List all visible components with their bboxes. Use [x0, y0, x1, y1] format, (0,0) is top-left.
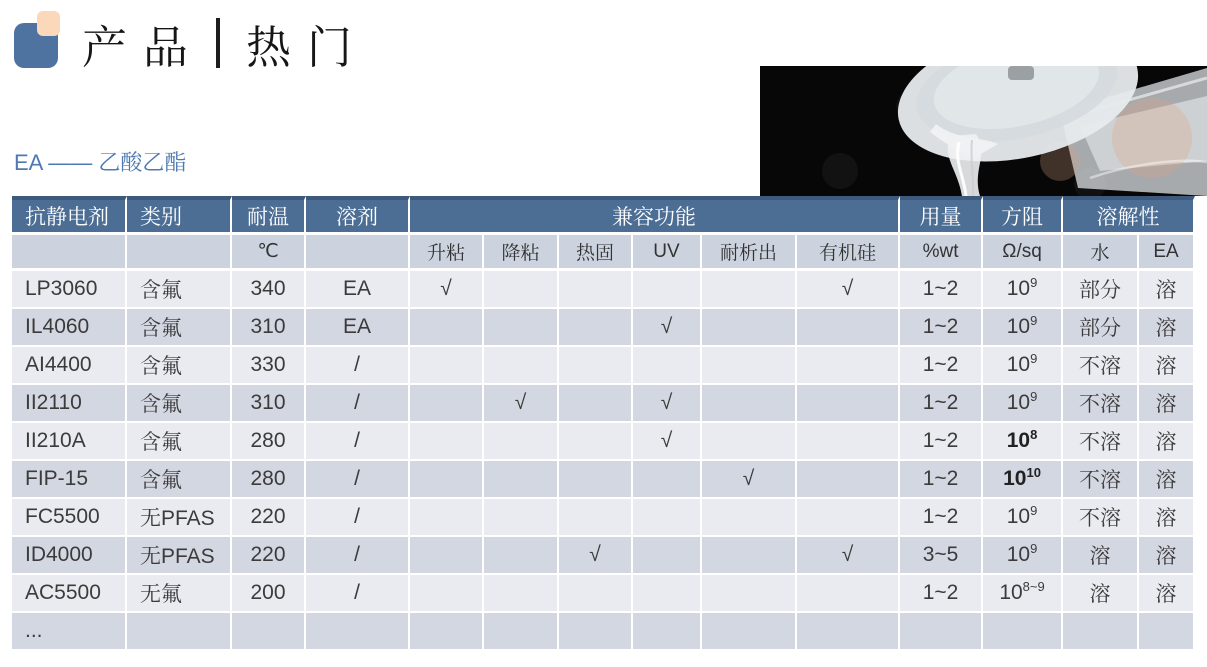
- cell-temp: 340: [232, 271, 306, 309]
- cell-feature-check: [633, 461, 702, 499]
- cell-solvent: [306, 613, 410, 651]
- page-title-right: 热门: [246, 22, 369, 73]
- cell-resistance: $10^9$: [983, 537, 1063, 575]
- table-wrap: [12, 196, 1195, 651]
- cell-temp: [232, 613, 306, 651]
- table-row: [12, 347, 1195, 385]
- cell-agent-name: II210A: [12, 423, 127, 461]
- cell-agent-name: FC5500: [12, 499, 127, 537]
- cell-temp: 200: [232, 575, 306, 613]
- cell-feature-check: [410, 347, 484, 385]
- cell-feature-check: [797, 309, 900, 347]
- cell-ea: 溶: [1139, 309, 1195, 347]
- table-row: [12, 461, 1195, 499]
- cell-category: 含氟: [127, 347, 232, 385]
- cell-solvent: /: [306, 385, 410, 423]
- cell-feature-check: √: [633, 423, 702, 461]
- cell-resistance: $10^9$: [983, 499, 1063, 537]
- cell-feature-check: [633, 347, 702, 385]
- cell-temp: 220: [232, 499, 306, 537]
- product-photo: [760, 66, 1207, 196]
- cell-feature-check: [484, 423, 559, 461]
- cell-ea: 溶: [1139, 575, 1195, 613]
- cell-feature-check: [797, 499, 900, 537]
- cell-feature-check: [484, 499, 559, 537]
- col-header-compatibility: 兼容功能: [410, 196, 900, 235]
- cell-feature-check: [797, 461, 900, 499]
- subheader-feature: UV: [633, 235, 702, 271]
- cell-category: 含氟: [127, 271, 232, 309]
- cell-resistance: $10^9$: [983, 385, 1063, 423]
- cell-category: 含氟: [127, 309, 232, 347]
- cell-agent-name: ...: [12, 613, 127, 651]
- cell-feature-check: √: [797, 271, 900, 309]
- cell-dosage: [900, 613, 983, 651]
- cell-resistance: $10^9$: [983, 271, 1063, 309]
- cell-feature-check: [633, 613, 702, 651]
- cell-dosage: 1~2: [900, 385, 983, 423]
- cell-feature-check: [633, 499, 702, 537]
- cell-water: 溶: [1063, 575, 1139, 613]
- table-row: [12, 575, 1195, 613]
- cell-dosage: 3~5: [900, 537, 983, 575]
- cell-water: 不溶: [1063, 461, 1139, 499]
- cell-feature-check: [702, 423, 797, 461]
- cell-solvent: /: [306, 423, 410, 461]
- cell-feature-check: [797, 575, 900, 613]
- cell-feature-check: [484, 461, 559, 499]
- header-row-main: [12, 196, 1195, 235]
- cell-feature-check: [702, 537, 797, 575]
- cell-feature-check: √: [633, 309, 702, 347]
- cell-agent-name: ID4000: [12, 537, 127, 575]
- cell-solvent: /: [306, 499, 410, 537]
- cell-temp: 310: [232, 385, 306, 423]
- section-label: EA —— 乙酸乙酯: [14, 150, 187, 175]
- cell-feature-check: [484, 347, 559, 385]
- cell-temp: 280: [232, 461, 306, 499]
- col-header-antistatic-agent: 抗静电剂: [12, 196, 127, 235]
- cell-agent-name: IL4060: [12, 309, 127, 347]
- cell-water: 不溶: [1063, 423, 1139, 461]
- cell-feature-check: √: [559, 537, 633, 575]
- cell-feature-check: [702, 309, 797, 347]
- cell-solvent: /: [306, 347, 410, 385]
- cell-temp: 220: [232, 537, 306, 575]
- cell-water: 溶: [1063, 537, 1139, 575]
- cell-agent-name: AC5500: [12, 575, 127, 613]
- page-title: [82, 14, 368, 72]
- cell-feature-check: [633, 271, 702, 309]
- cell-feature-check: [410, 309, 484, 347]
- cell-feature-check: [633, 537, 702, 575]
- cell-dosage: 1~2: [900, 499, 983, 537]
- table-row: [12, 499, 1195, 537]
- subheader-feature: 降粘: [484, 235, 559, 271]
- cell-water: 不溶: [1063, 385, 1139, 423]
- col-header-sheet-resistance: 方阻: [983, 196, 1063, 235]
- cell-ea: 溶: [1139, 461, 1195, 499]
- cell-feature-check: [797, 613, 900, 651]
- subheader-ea: EA: [1139, 235, 1195, 271]
- cell-temp: 280: [232, 423, 306, 461]
- cell-solvent: EA: [306, 309, 410, 347]
- cell-feature-check: [702, 347, 797, 385]
- subheader-empty: [306, 235, 410, 271]
- logo-peach-square-icon: [37, 11, 60, 36]
- cell-resistance: $10^8$: [983, 423, 1063, 461]
- cell-agent-name: FIP-15: [12, 461, 127, 499]
- cell-feature-check: [702, 575, 797, 613]
- cell-feature-check: [410, 461, 484, 499]
- col-header-temp: 耐温: [232, 196, 306, 235]
- cell-resistance: [983, 613, 1063, 651]
- cell-feature-check: [484, 271, 559, 309]
- col-header-solubility: 溶解性: [1063, 196, 1195, 235]
- cell-feature-check: [410, 423, 484, 461]
- cell-ea: 溶: [1139, 385, 1195, 423]
- cell-agent-name: LP3060: [12, 271, 127, 309]
- cell-category: 含氟: [127, 461, 232, 499]
- cell-ea: 溶: [1139, 537, 1195, 575]
- subheader-resistance-unit: Ω/sq: [983, 235, 1063, 271]
- cell-feature-check: [797, 385, 900, 423]
- cell-water: 部分: [1063, 271, 1139, 309]
- cell-category: 含氟: [127, 385, 232, 423]
- col-header-category: 类别: [127, 196, 232, 235]
- cell-ea: 溶: [1139, 347, 1195, 385]
- cell-feature-check: [702, 613, 797, 651]
- cell-ea: 溶: [1139, 499, 1195, 537]
- cell-dosage: 1~2: [900, 461, 983, 499]
- cell-water: 不溶: [1063, 499, 1139, 537]
- subheader-feature: 耐析出: [702, 235, 797, 271]
- cell-feature-check: [410, 499, 484, 537]
- subheader-temp-unit: ℃: [232, 235, 306, 271]
- cell-water: 不溶: [1063, 347, 1139, 385]
- cell-feature-check: [559, 499, 633, 537]
- cell-category: 含氟: [127, 423, 232, 461]
- cell-dosage: 1~2: [900, 347, 983, 385]
- subheader-empty: [12, 235, 127, 271]
- cell-feature-check: [484, 575, 559, 613]
- cell-dosage: 1~2: [900, 271, 983, 309]
- cell-category: 无PFAS: [127, 499, 232, 537]
- subheader-water: 水: [1063, 235, 1139, 271]
- cell-feature-check: [797, 347, 900, 385]
- cell-feature-check: [484, 537, 559, 575]
- cell-feature-check: √: [797, 537, 900, 575]
- cell-agent-name: AI4400: [12, 347, 127, 385]
- cell-feature-check: [559, 271, 633, 309]
- cell-dosage: 1~2: [900, 309, 983, 347]
- subheader-feature: 热固: [559, 235, 633, 271]
- cell-feature-check: [797, 423, 900, 461]
- cell-agent-name: II2110: [12, 385, 127, 423]
- subheader-feature: 有机硅: [797, 235, 900, 271]
- cell-dosage: 1~2: [900, 575, 983, 613]
- cell-dosage: 1~2: [900, 423, 983, 461]
- cell-feature-check: [559, 575, 633, 613]
- cell-resistance: $10^{10}$: [983, 461, 1063, 499]
- cell-feature-check: [559, 385, 633, 423]
- table-row: [12, 423, 1195, 461]
- cell-water: 部分: [1063, 309, 1139, 347]
- col-header-solvent: 溶剂: [306, 196, 410, 235]
- cell-feature-check: √: [702, 461, 797, 499]
- title-divider-bar: [216, 18, 220, 68]
- page-title-left: 产品: [82, 22, 205, 73]
- table-row: [12, 613, 1195, 651]
- cell-temp: 330: [232, 347, 306, 385]
- pouring-liquid-illustration: [760, 66, 1207, 196]
- cell-ea: [1139, 613, 1195, 651]
- cell-feature-check: [702, 271, 797, 309]
- cell-feature-check: √: [410, 271, 484, 309]
- cell-feature-check: [410, 575, 484, 613]
- cell-feature-check: [410, 385, 484, 423]
- cell-feature-check: [484, 613, 559, 651]
- cell-category: 无PFAS: [127, 537, 232, 575]
- cell-feature-check: [559, 613, 633, 651]
- cell-solvent: /: [306, 575, 410, 613]
- table-row: [12, 271, 1195, 309]
- header-row-sub: [12, 235, 1195, 271]
- subheader-feature: 升粘: [410, 235, 484, 271]
- cell-feature-check: [410, 537, 484, 575]
- cell-feature-check: [559, 309, 633, 347]
- cell-feature-check: [410, 613, 484, 651]
- cell-feature-check: [484, 309, 559, 347]
- cell-solvent: /: [306, 537, 410, 575]
- cell-feature-check: √: [633, 385, 702, 423]
- cell-category: [127, 613, 232, 651]
- subheader-empty: [127, 235, 232, 271]
- cell-solvent: EA: [306, 271, 410, 309]
- table-row: [12, 537, 1195, 575]
- table-row: [12, 309, 1195, 347]
- table-body: [12, 271, 1195, 651]
- cell-feature-check: [559, 347, 633, 385]
- table-row: [12, 385, 1195, 423]
- cell-resistance: $10^{8\sim 9}$: [983, 575, 1063, 613]
- cell-feature-check: [559, 461, 633, 499]
- cell-ea: 溶: [1139, 271, 1195, 309]
- cell-feature-check: √: [484, 385, 559, 423]
- cell-feature-check: [702, 385, 797, 423]
- cell-feature-check: [702, 499, 797, 537]
- cell-ea: 溶: [1139, 423, 1195, 461]
- product-table: [12, 196, 1195, 651]
- cell-resistance: $10^9$: [983, 347, 1063, 385]
- cell-water: [1063, 613, 1139, 651]
- cell-category: 无氟: [127, 575, 232, 613]
- cell-temp: 310: [232, 309, 306, 347]
- cell-resistance: $10^9$: [983, 309, 1063, 347]
- cell-solvent: /: [306, 461, 410, 499]
- cell-feature-check: [559, 423, 633, 461]
- subheader-dosage-unit: %wt: [900, 235, 983, 271]
- col-header-dosage: 用量: [900, 196, 983, 235]
- cell-feature-check: [633, 575, 702, 613]
